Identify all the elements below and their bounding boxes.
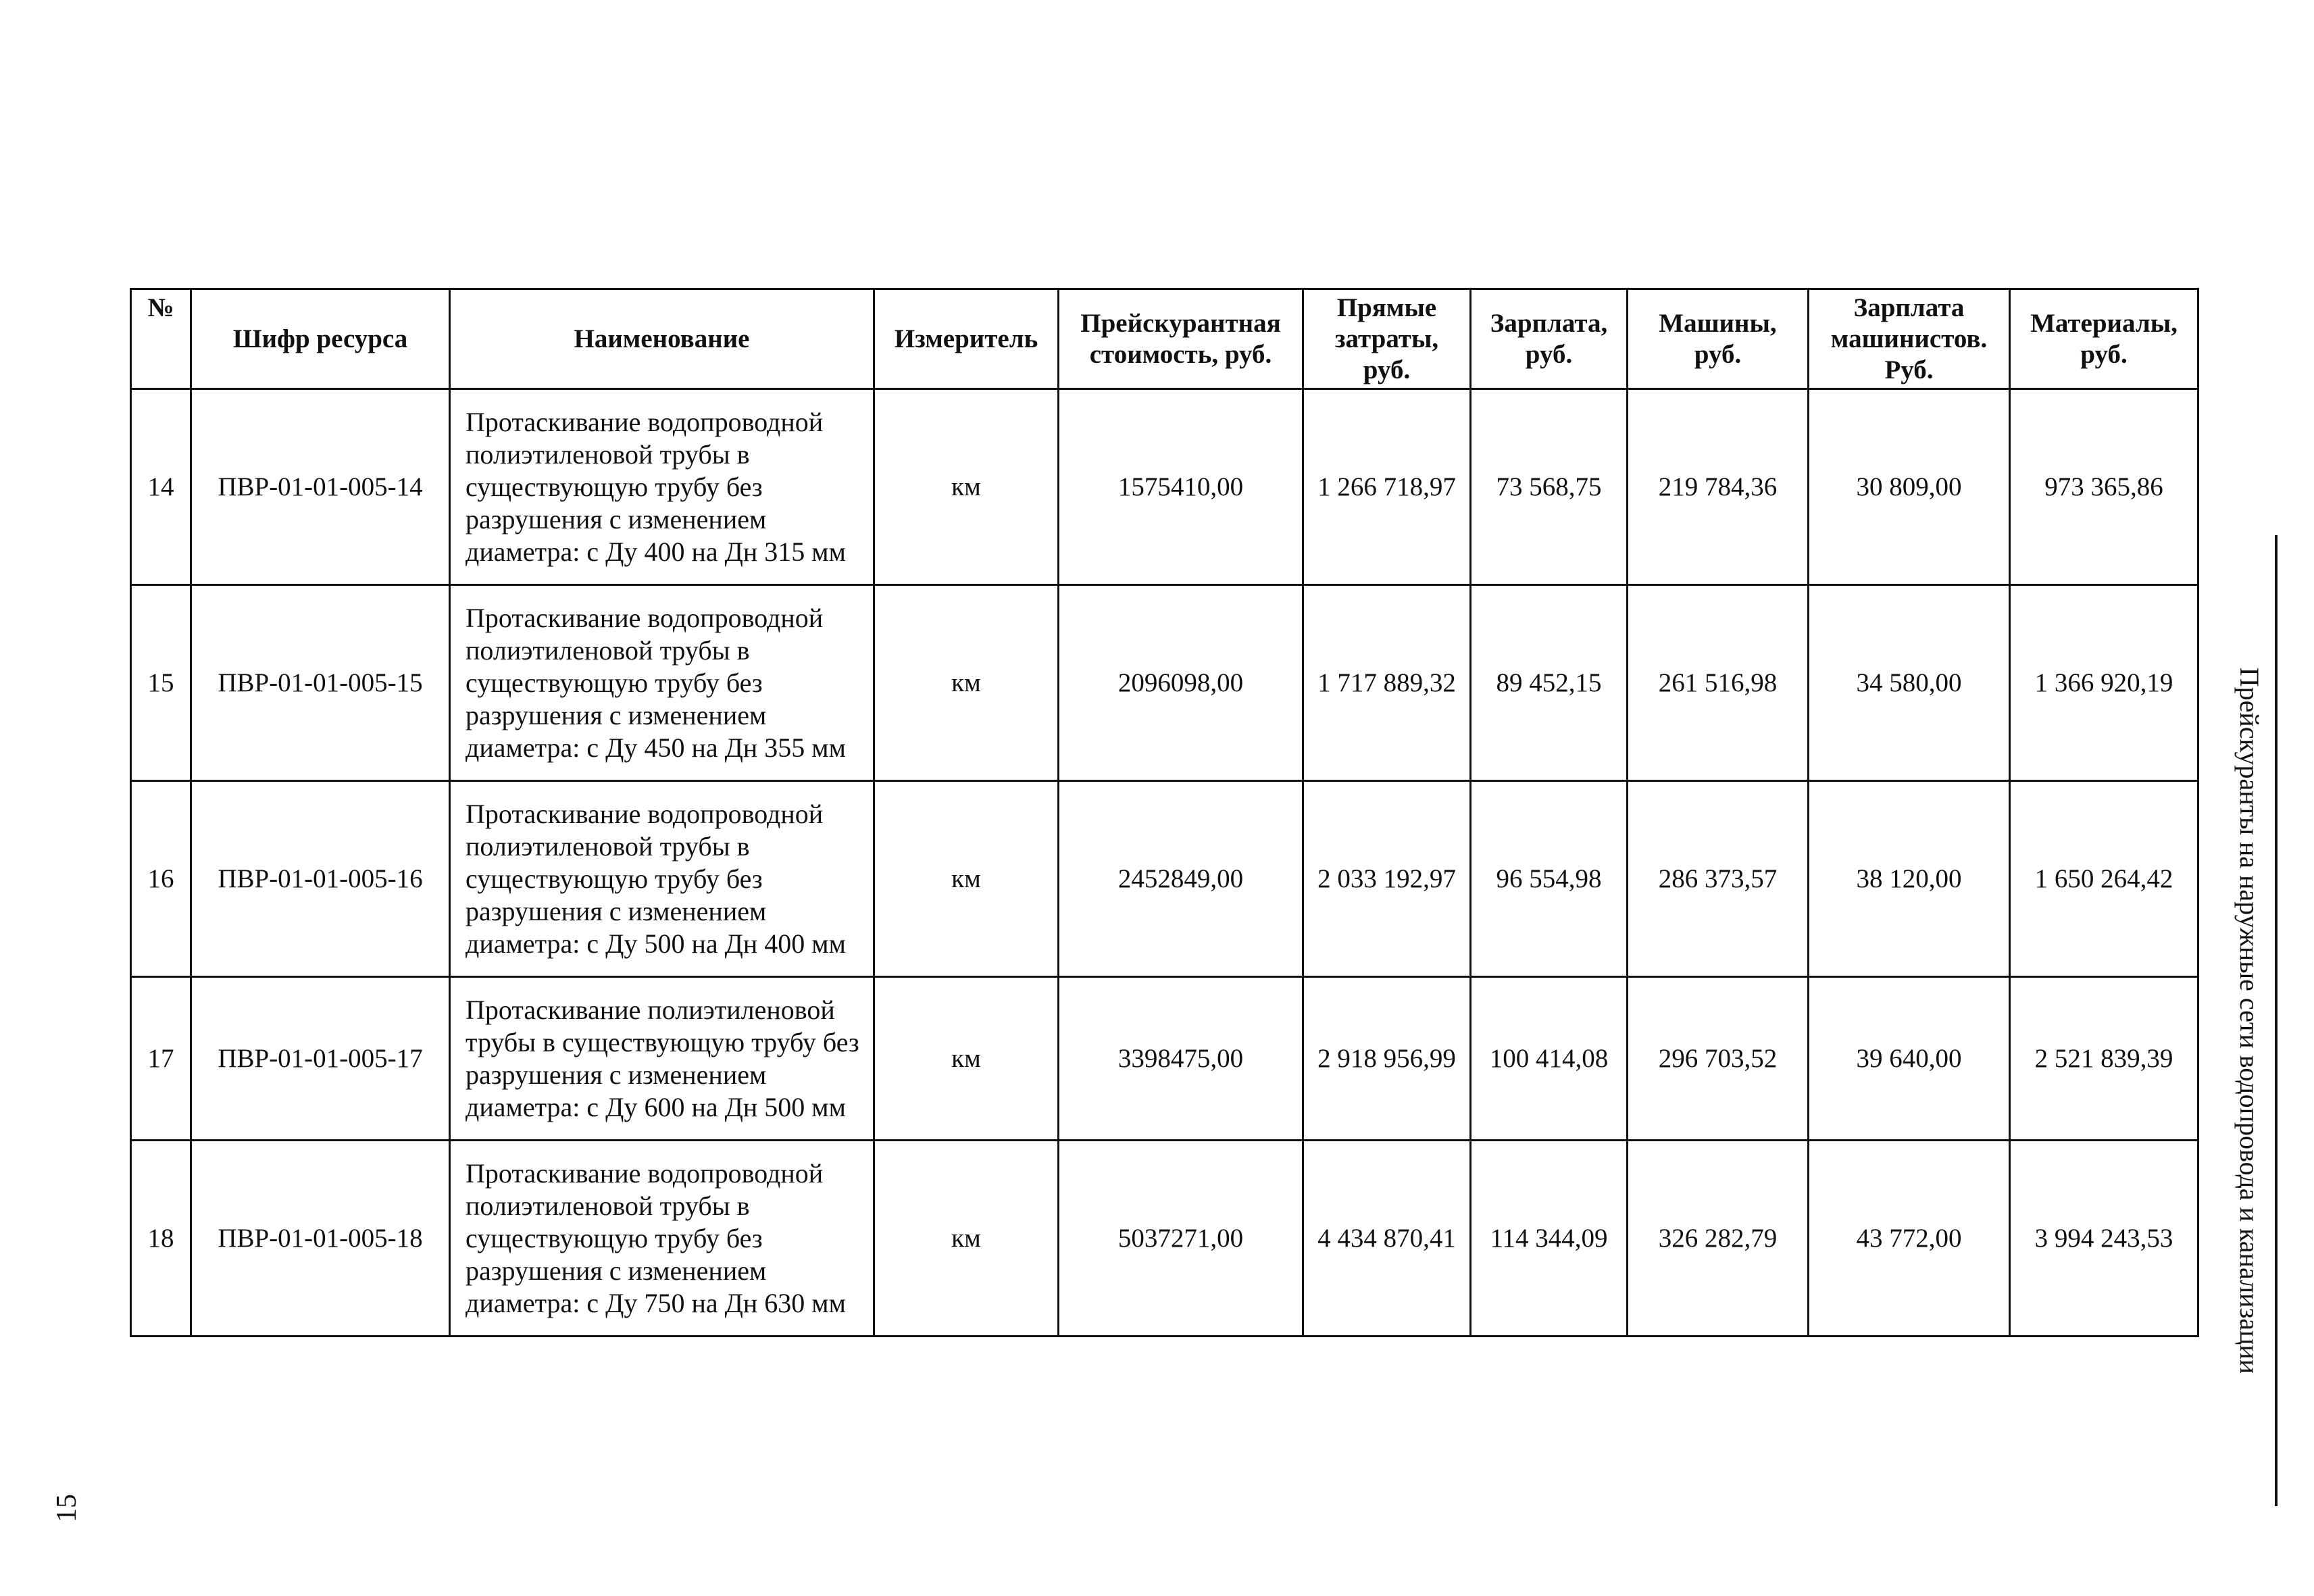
header-code: Шифр ресурса	[191, 289, 450, 389]
cell-machines: 326 282,79	[1628, 1141, 1809, 1337]
cell-machines: 296 703,52	[1628, 977, 1809, 1141]
running-title-rule	[2275, 535, 2278, 1506]
cell-unit: км	[874, 977, 1059, 1141]
cell-machines: 286 373,57	[1628, 781, 1809, 977]
cell-number: 16	[131, 781, 191, 977]
page-number: 15	[51, 1494, 82, 1522]
cell-name: Протаскивание водопроводной полиэтиленовой трубы в существующую трубу без разрушения с изменением диаметра: с Ду 750 на Дн 630 мм	[450, 1141, 874, 1337]
cell-name: Протаскивание водопроводной полиэтиленовой трубы в существующую трубу без разрушения с изменением диаметра: с Ду 400 на Дн 315 мм	[450, 389, 874, 585]
cell-price: 2096098,00	[1059, 585, 1303, 781]
cell-code: ПВР-01-01-005-15	[191, 585, 450, 781]
cell-price: 5037271,00	[1059, 1141, 1303, 1337]
cell-operators-salary: 43 772,00	[1809, 1141, 2010, 1337]
cell-direct-costs: 1 266 718,97	[1303, 389, 1471, 585]
cell-direct-costs: 4 434 870,41	[1303, 1141, 1471, 1337]
cell-number: 17	[131, 977, 191, 1141]
header-machines: Машины, руб.	[1628, 289, 1809, 389]
header-unit: Измеритель	[874, 289, 1059, 389]
cell-code: ПВР-01-01-005-16	[191, 781, 450, 977]
cell-operators-salary: 34 580,00	[1809, 585, 2010, 781]
cell-code: ПВР-01-01-005-14	[191, 389, 450, 585]
header-number: №	[131, 289, 191, 389]
cell-operators-salary: 30 809,00	[1809, 389, 2010, 585]
cell-machines: 261 516,98	[1628, 585, 1809, 781]
cell-salary: 100 414,08	[1471, 977, 1628, 1141]
running-title	[2228, 535, 2278, 1506]
cell-number: 15	[131, 585, 191, 781]
cell-salary: 114 344,09	[1471, 1141, 1628, 1337]
table-header-row	[131, 289, 2198, 389]
cell-unit: км	[874, 389, 1059, 585]
cell-materials: 3 994 243,53	[2010, 1141, 2198, 1337]
price-table	[130, 288, 2199, 1337]
cell-number: 18	[131, 1141, 191, 1337]
cell-price: 2452849,00	[1059, 781, 1303, 977]
cell-name: Протаскивание полиэтиленовой трубы в существующую трубу без разрушения с изменением диаметра: с Ду 600 на Дн 500 мм	[450, 977, 874, 1141]
cell-materials: 2 521 839,39	[2010, 977, 2198, 1141]
header-materials: Материалы, руб.	[2010, 289, 2198, 389]
cell-materials: 973 365,86	[2010, 389, 2198, 585]
header-operators-salary: Зарплата машинистов. Руб.	[1809, 289, 2010, 389]
cell-salary: 89 452,15	[1471, 585, 1628, 781]
table-row	[131, 585, 2198, 781]
cell-unit: км	[874, 781, 1059, 977]
header-salary: Зарплата, руб.	[1471, 289, 1628, 389]
table-row	[131, 1141, 2198, 1337]
cell-price: 3398475,00	[1059, 977, 1303, 1141]
table-row	[131, 781, 2198, 977]
cell-code: ПВР-01-01-005-18	[191, 1141, 450, 1337]
header-direct-costs: Прямые затраты, руб.	[1303, 289, 1471, 389]
cell-price: 1575410,00	[1059, 389, 1303, 585]
cell-unit: км	[874, 1141, 1059, 1337]
cell-direct-costs: 1 717 889,32	[1303, 585, 1471, 781]
cell-unit: км	[874, 585, 1059, 781]
cell-operators-salary: 38 120,00	[1809, 781, 2010, 977]
cell-materials: 1 650 264,42	[2010, 781, 2198, 977]
cell-salary: 73 568,75	[1471, 389, 1628, 585]
cell-direct-costs: 2 033 192,97	[1303, 781, 1471, 977]
header-name: Наименование	[450, 289, 874, 389]
cell-salary: 96 554,98	[1471, 781, 1628, 977]
cell-operators-salary: 39 640,00	[1809, 977, 2010, 1141]
cell-name: Протаскивание водопроводной полиэтиленовой трубы в существующую трубу без разрушения с изменением диаметра: с Ду 450 на Дн 355 мм	[450, 585, 874, 781]
cell-name: Протаскивание водопроводной полиэтиленовой трубы в существующую трубу без разрушения с изменением диаметра: с Ду 500 на Дн 400 мм	[450, 781, 874, 977]
cell-number: 14	[131, 389, 191, 585]
header-price: Прейскурантная стоимость, руб.	[1059, 289, 1303, 389]
cell-code: ПВР-01-01-005-17	[191, 977, 450, 1141]
cell-machines: 219 784,36	[1628, 389, 1809, 585]
table-row	[131, 977, 2198, 1141]
table-row	[131, 389, 2198, 585]
cell-materials: 1 366 920,19	[2010, 585, 2198, 781]
cell-direct-costs: 2 918 956,99	[1303, 977, 1471, 1141]
running-title-text: Прейскуранты на наружные сети водопровода и канализации	[2234, 667, 2265, 1374]
